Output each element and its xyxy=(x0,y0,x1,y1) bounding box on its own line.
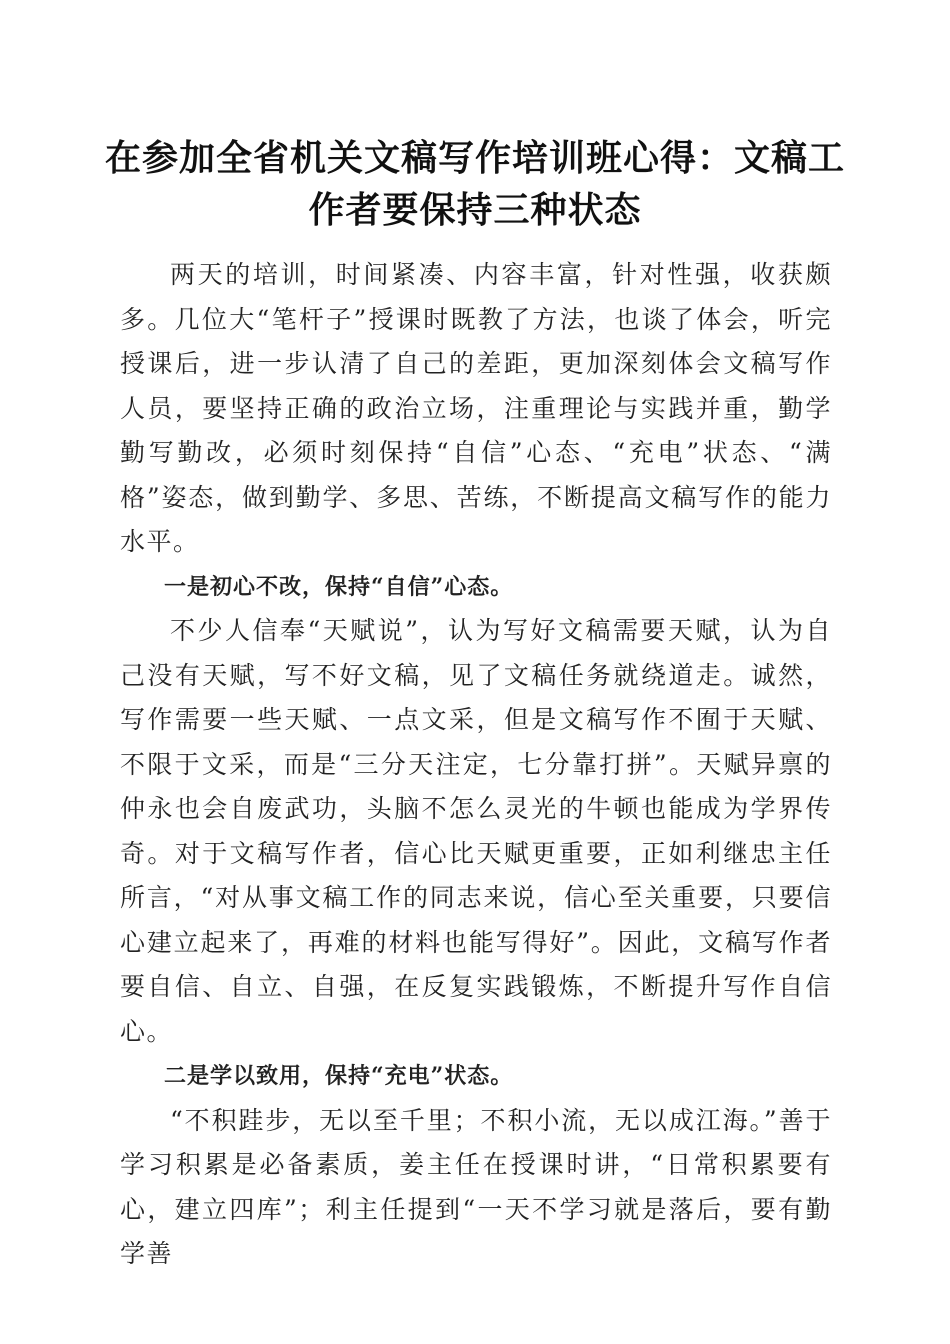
title-line-1: 在参加全省机关文稿写作培训班心得：文稿工 xyxy=(104,137,845,179)
section-1-paragraph: 不少人信奉“天赋说”，认为写好文稿需要天赋，认为自己没有天赋，写不好文稿，见了文稿任务就绕道走。诚然，写作需要一些天赋、一点文采，但是文稿写作不囿于天赋、不限于文采，而是“三分天注定，七分靠打拼”。天赋异禀的仲永也会自废武功，头脑不怎么灵光的牛顿也能成为学界传奇。对于文稿写作者，信心比天赋更重要，正如利继忠主任所言，“对从事文稿工作的同志来说，信心至关重要，只要信心建立起来了，再难的材料也能写得好”。因此，文稿写作者要自信、自立、自强，在反复实践锻炼，不断提升写作自信心。 xyxy=(120,616,832,1046)
document-title xyxy=(100,132,850,236)
title-line-2: 作者要保持三种状态 xyxy=(308,189,642,231)
section-heading-1: 一是初心不改，保持“自信”心态。 xyxy=(164,573,514,600)
intro-paragraph: 两天的培训，时间紧凑、内容丰富，针对性强，收获颇多。几位大“笔杆子”授课时既教了方法，也谈了体会，听完授课后，进一步认清了自己的差距，更加深刻体会文稿写作人员，要坚持正确的政治立场，注重理论与实践并重，勤学勤写勤改，必须时刻保持“自信”心态、“充电”状态、“满格”姿态，做到勤学、多思、苦练，不断提高文稿写作的能力水平。 xyxy=(120,260,832,556)
document-body xyxy=(120,253,832,1277)
section-heading-2: 二是学以致用，保持“充电”状态。 xyxy=(164,1063,514,1089)
section-2-paragraph: “不积跬步，无以至千里；不积小流，无以成江海。”善于学习积累是必备素质，姜主任在授课时讲，“日常积累要有心，建立四库”；利主任提到“一天不学习就是落后，要有勤学善 xyxy=(120,1105,832,1268)
